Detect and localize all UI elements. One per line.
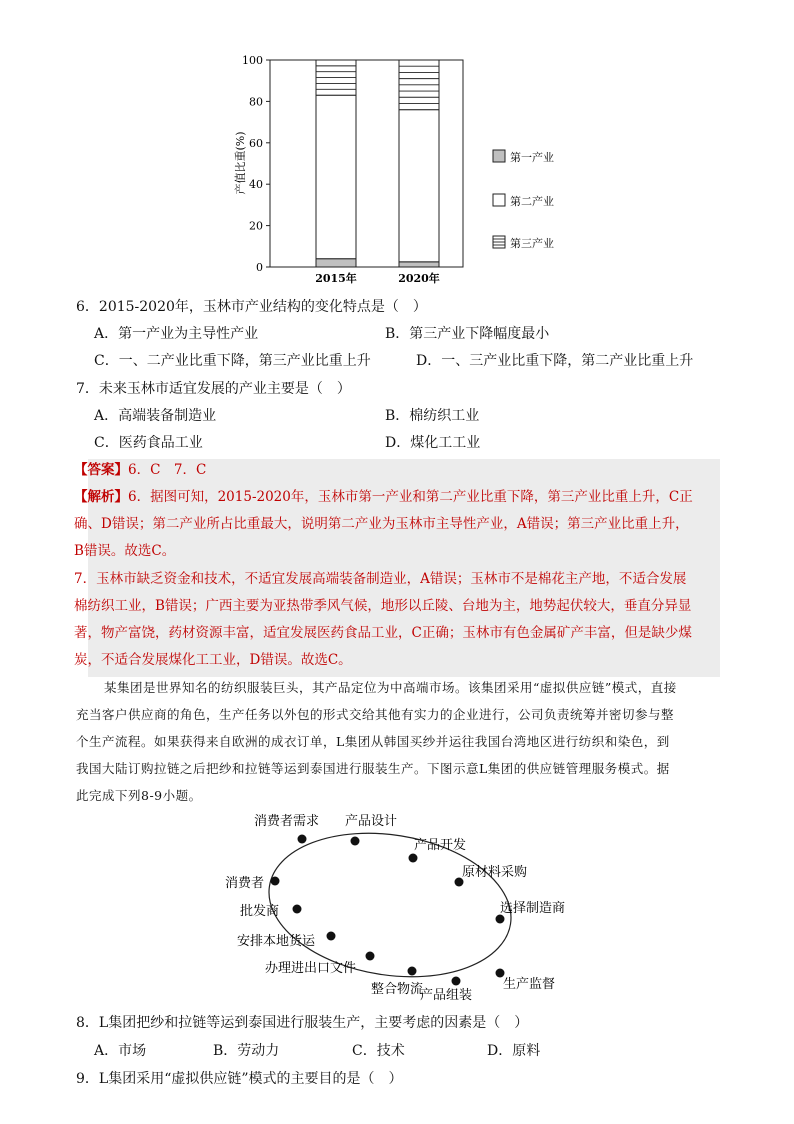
answer-text: 6．C 7．C: [128, 462, 207, 478]
question-7-stem: 7．未来玉林市适宜发展的产业主要是（ ）: [76, 381, 351, 397]
legend-label-1: 第二产业: [510, 195, 554, 208]
diagram-node-label-8: 办理进出口文件: [265, 961, 357, 976]
answer-line: [74, 457, 206, 484]
passage-line-4: 我国大陆订购拉链之后把纱和拉链等运到泰国进行服装生产。下图示意L集团的供应链管理服务模式。据: [76, 761, 670, 776]
analysis-tag: 【解析】: [74, 489, 128, 505]
legend-label-0: 第一产业: [510, 151, 554, 164]
question-6-option-b[interactable]: B．第三产业下降幅度最小: [385, 326, 550, 342]
analysis-line-6: 著，物产富饶，药材资源丰富，适宜发展医药食品工业，C正确；玉林市有色金属矿产丰富，但是缺少煤: [74, 625, 692, 641]
diagram-node-label-2: 产品开发: [414, 838, 467, 853]
passage-line-3: 个生产流程。如果获得来自欧洲的成衣订单，L集团从韩国买纱并运往我国台湾地区进行纺织和染色，到: [76, 734, 670, 749]
legend-label-2: 第三产业: [510, 237, 554, 250]
analysis-line-2: 确、D错误；第二产业所占比重最大，说明第二产业为玉林市主导性产业，A错误；第三产业比重上升，: [74, 516, 689, 532]
diagram-node-label-6: 产品组装: [420, 988, 473, 1003]
question-8-option-c[interactable]: C．技术: [352, 1043, 405, 1059]
x-tick-label-0: 2015年: [315, 272, 357, 285]
question-6-option-d[interactable]: D．一、三产业比重下降，第二产业比重上升: [416, 353, 694, 369]
diagram-node-label-5: 生产监督: [503, 977, 556, 992]
bar-2015年-第二产业: [316, 95, 356, 259]
question-9-stem: 9．L集团采用“虚拟供应链”模式的主要目的是（ ）: [76, 1071, 403, 1087]
question-7-option-d[interactable]: D．煤化工工业: [385, 435, 481, 451]
y-tick-label-1: 20: [249, 219, 263, 233]
answer-tag: 【答案】: [74, 462, 128, 478]
diagram-node-dot-6: [452, 977, 461, 986]
question-8-option-b[interactable]: B．劳动力: [213, 1043, 280, 1059]
diagram-node-dot-0: [298, 835, 307, 844]
diagram-node-dot-2: [409, 854, 418, 863]
y-tick-label-4: 80: [249, 95, 263, 109]
question-7-option-c[interactable]: C．医药食品工业: [94, 435, 203, 451]
diagram-node-dot-8: [366, 952, 375, 961]
question-8-stem: 8．L集团把纱和拉链等运到泰国进行服装生产，主要考虑的因素是（ ）: [76, 1015, 529, 1031]
question-6-stem: 6．2015-2020年，玉林市产业结构的变化特点是（ ）: [76, 299, 427, 315]
diagram-node-label-0: 消费者需求: [254, 814, 320, 829]
question-6-option-a[interactable]: A．第一产业为主导性产业: [94, 326, 259, 342]
diagram-node-label-4: 选择制造商: [500, 901, 566, 916]
bar-2015年-第一产业: [316, 259, 356, 267]
y-axis-label: 产值比重(%): [234, 131, 247, 195]
diagram-node-dot-1: [351, 837, 360, 846]
x-tick-label-1: 2020年: [398, 272, 440, 285]
legend-swatch-1: [493, 194, 505, 206]
question-7-option-a[interactable]: A．高端装备制造业: [94, 408, 217, 424]
question-8-option-a[interactable]: A．市场: [94, 1043, 147, 1059]
diagram-node-label-11: 消费者: [225, 876, 265, 891]
question-8-option-d[interactable]: D．原料: [487, 1043, 541, 1059]
supply-chain-diagram: [200, 805, 580, 1010]
y-tick-label-3: 60: [249, 136, 263, 150]
legend-swatch-0: [493, 150, 505, 162]
diagram-node-dot-11: [271, 877, 280, 886]
analysis-line-7: 炭，不适合发展煤化工工业，D错误。故选C。: [74, 652, 352, 668]
analysis-line-5: 棉纺织工业，B错误；广西主要为亚热带季风气候，地形以丘陵、台地为主，地势起伏较大，垂直分异显: [74, 598, 692, 614]
diagram-node-label-3: 原材料采购: [462, 865, 528, 880]
y-tick-label-5: 100: [242, 54, 263, 67]
passage-line-1: 某集团是世界知名的纺织服装巨头，其产品定位为中高端市场。该集团采用“虚拟供应链”模式，直接: [104, 680, 677, 695]
question-7-option-b[interactable]: B．棉纺织工业: [385, 408, 480, 424]
diagram-node-label-1: 产品设计: [345, 814, 398, 829]
diagram-node-label-7: 整合物流: [371, 982, 424, 997]
diagram-node-dot-10: [293, 905, 302, 914]
analysis-line-4: 7．玉林市缺乏资金和技术，不适宜发展高端装备制造业，A错误；玉林市不是棉花主产地，不适合发展: [74, 571, 687, 587]
y-tick-label-2: 40: [249, 178, 263, 192]
analysis-line-1: [74, 484, 693, 511]
diagram-node-label-9: 安排本地货运: [237, 934, 316, 949]
analysis-line-3: B错误。故选C。: [74, 543, 176, 559]
industry-structure-chart: [230, 50, 590, 290]
passage-line-2: 充当客户供应商的角色，生产任务以外包的形式交给其他有实力的企业进行，公司负责统筹并密切参与整: [76, 707, 675, 722]
diagram-node-dot-7: [408, 967, 417, 976]
diagram-node-label-10: 批发商: [240, 904, 280, 919]
bar-2020年-第二产业: [399, 110, 439, 262]
bar-2020年-第一产业: [399, 262, 439, 267]
analysis-text-1: 6．据图可知，2015-2020年，玉林市第一产业和第二产业比重下降，第三产业比重上升，C正: [128, 489, 693, 505]
passage-line-5: 此完成下列8-9小题。: [76, 788, 202, 803]
question-6-option-c[interactable]: C．一、二产业比重下降，第三产业比重上升: [94, 353, 371, 369]
diagram-node-dot-9: [327, 932, 336, 941]
y-tick-label-0: 0: [256, 261, 263, 274]
